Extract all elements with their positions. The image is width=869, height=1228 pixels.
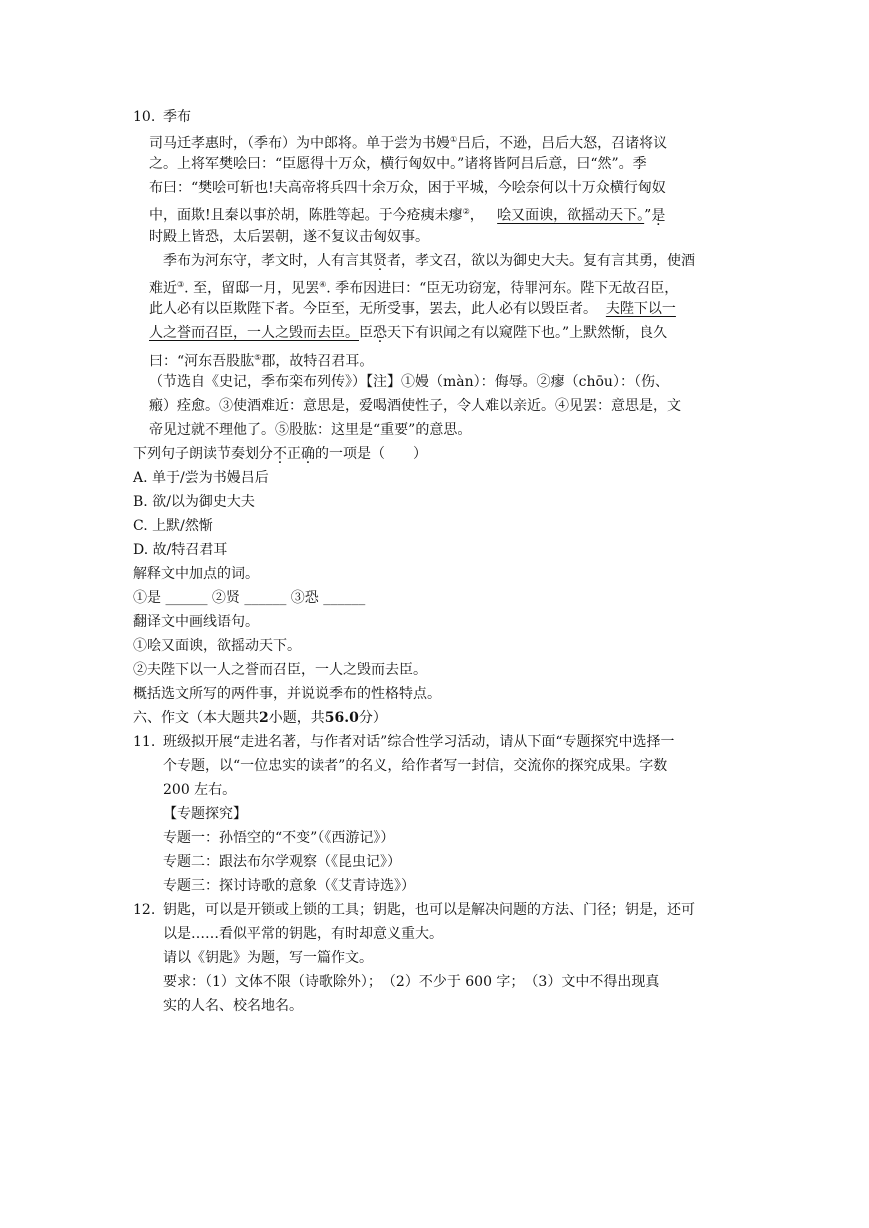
dotted-word-shi: 是 <box>651 207 666 224</box>
question-12-line: 钥匙，可以是开锁或上锁的工具；钥匙，也可以是解决问题的方法、门径；钥是，还可 <box>163 902 695 918</box>
underlined-sentence-1: 哙又面谀，欲摇动天下。 <box>497 207 645 224</box>
question-12-line: 要求：（1）文体不限（诗歌除外）； （2）不少于 600 字； （3）文中不得出现真 <box>163 974 660 990</box>
annotation-line: 帝见过就不理他了。⑤股肱：这里是“重要”的意思。 <box>149 422 472 438</box>
question-10-title: 季布 <box>163 109 191 125</box>
sub-question-4: 概括选文所写的两件事，并说说季布的性格特点。 <box>133 686 441 702</box>
passage-line: 时殿上皆恐，太后罢朝，遂不复议击匈奴事。 <box>149 229 429 245</box>
question-11-line: 班级拟开展“走进名著，与作者对话”综合性学习活动，请从下面“专题探究中选择一 <box>163 734 675 750</box>
passage-line: 布曰：“樊哙可斩也!夫高帝将兵四十余万众，困于平城，今哙奈何以十万众横行匈奴 <box>149 180 666 196</box>
question-12-line: 以是……看似平常的钥匙，有时却意义重大。 <box>163 926 443 942</box>
option-b: B. 欲/以为御史大夫 <box>133 494 255 510</box>
question-11-topic-2: 专题二：跟法布尔学观察（《昆虫记》） <box>163 854 401 870</box>
question-11-line: 【专题探究】 <box>163 806 247 822</box>
annotation-line: 瘢）痊愈。③使酒难近：意思是，爱喝酒使性子，令人难以亲近。④见罢：意思是，文 <box>149 398 681 414</box>
passage-line: 人之誉而召臣，一人之毁而去臣。臣恐天下有识闻之有以窥陛下也。”上默然惭，良久 <box>149 325 668 341</box>
option-a: A. 单于/尝为书嫚吕后 <box>133 470 269 486</box>
passage-line: 此人必有以臣欺陛下者。今臣至，无所受事，罢去，此人必有以毁臣者。 夫陛下以一 <box>149 301 676 317</box>
question-12-line: 请以《钥匙》为题，写一篇作文。 <box>163 950 373 966</box>
sub-question-3-item-1: ①哙又面谀，欲摇动天下。 <box>133 638 301 654</box>
question-11-number: 11. <box>133 734 156 750</box>
option-c: C. 上默/然惭 <box>133 518 213 534</box>
passage-line: 难近③. 至，留邸一月，见罢④. 季布因进曰：“臣无功窃宠，待罪河东。陛下无故召臣， <box>149 280 679 297</box>
underlined-sentence-2b: 人之誉而召臣，一人之毁而去臣。 <box>149 325 359 341</box>
question-12-line: 实的人名、校名地名。 <box>163 998 303 1014</box>
annotation-line: （节选自《史记，季布栾布列传》）【注】①嫚（màn）：侮辱。②瘳（chōu）：（伤、 <box>149 374 669 390</box>
question-12-number: 12. <box>133 902 156 918</box>
sub-question-2-blanks: ①是 ______ ②贤 ______ ③恐 ______ <box>133 590 366 606</box>
dotted-word-xian: 贤 <box>373 253 387 269</box>
section-6-heading: 六、作文（本大题共2小题，共56.0分） <box>133 710 387 726</box>
question-10-number: 10. <box>133 109 156 125</box>
option-d: D. 故/特召君耳 <box>133 542 228 558</box>
sub-question-3-item-2: ②夫陛下以一人之誉而召臣，一人之毁而去臣。 <box>133 662 427 678</box>
passage-line: 季布为河东守，孝文时，人有言其贤者，孝文召，欲以为御史大夫。复有言其勇，使酒 <box>163 253 695 269</box>
question-11-topic-1: 专题一：孙悟空的“不变”（《西游记》） <box>163 830 395 846</box>
sub-question-1: 下列句子朗读节奏划分不正确的一项是（ ） <box>133 446 427 462</box>
passage-line: 中，面欺!且秦以事於胡，陈胜等起。于今疮痍未瘳②， 哙又面谀，欲摇动天下。”是 <box>149 207 666 224</box>
dotted-word-kong: 恐 <box>373 325 387 341</box>
sub-question-3: 翻译文中画线语句。 <box>133 614 259 630</box>
question-11-line: 个专题，以“一位忠实的读者”的名义，给作者写一封信，交流你的探究成果。字数 <box>163 758 668 774</box>
question-11-topic-3: 专题三：探讨诗歌的意象（《艾青诗选》） <box>163 878 415 894</box>
passage-line: 之。上将军樊哙曰：“臣愿得十万众，横行匈奴中。”诸将皆阿吕后意，曰“然”。季 <box>149 156 647 172</box>
question-11-line: 200 左右。 <box>163 782 237 798</box>
underlined-sentence-2a: 夫陛下以一 <box>605 301 676 317</box>
passage-line: 曰：“河东吾股肱⑤郡，故特召君耳。 <box>149 353 374 370</box>
passage-line: 司马迁孝惠时，（季布）为中郎将。单于尝为书嫚①吕后，不逊，吕后大怒，召诸将议 <box>149 135 668 152</box>
sub-question-2: 解释文中加点的词。 <box>133 566 259 582</box>
